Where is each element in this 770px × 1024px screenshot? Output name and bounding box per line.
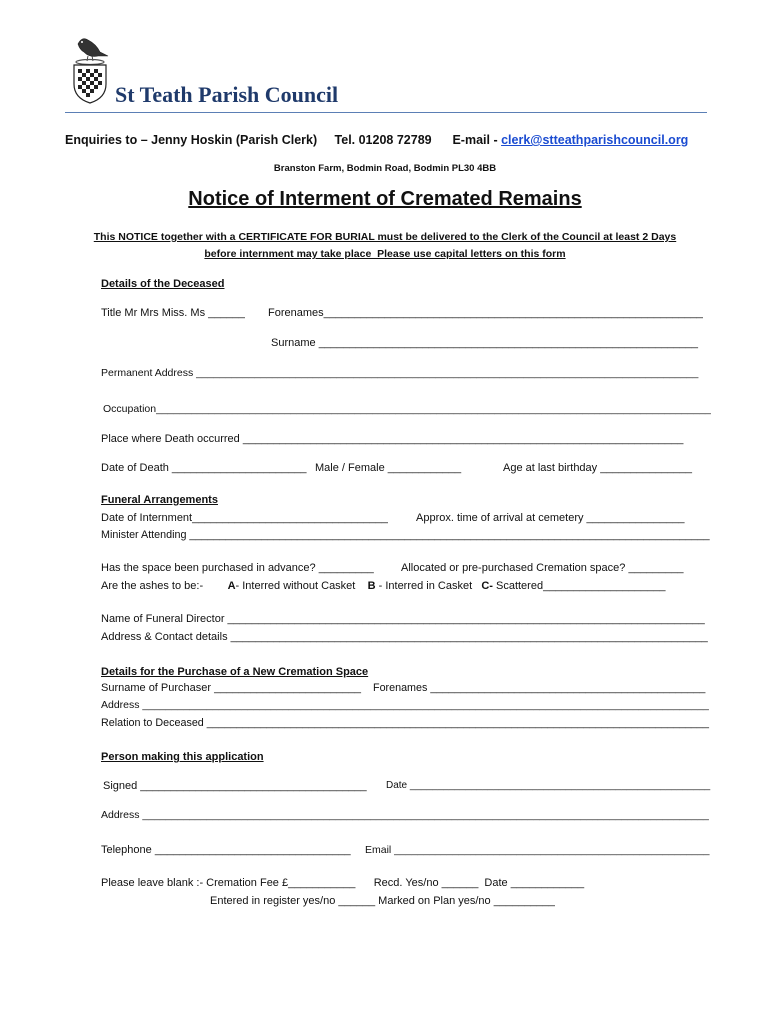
signed-field[interactable]: Signed _____________________________________ (103, 780, 367, 792)
page-title: Notice of Interment of Cremated Remains (188, 188, 582, 210)
notice-line-1: This NOTICE together with a CERTIFICATE FOR BURIAL must be delivered to the Clerk of the Council at least 2 Days (93, 231, 677, 243)
option-b-letter: B (367, 580, 376, 592)
ashes-label: Are the ashes to be:- (101, 580, 204, 592)
purchaser-forenames-field[interactable]: Forenames ______________________________________________ (373, 682, 706, 694)
section-heading-deceased: Details of the Deceased (101, 278, 225, 290)
funeral-director-field[interactable]: Name of Funeral Director ______________________________________________________________________________ (101, 613, 705, 625)
option-a-interred-without-casket[interactable]: - Interred without Casket (235, 580, 356, 592)
place-of-death-field[interactable]: Place where Death occurred ________________________________________________________________________ (101, 433, 684, 445)
option-c-letter: C- (481, 580, 493, 592)
surname-field[interactable]: Surname ______________________________________________________________ (271, 337, 698, 349)
option-a-letter: A (227, 580, 236, 592)
applicant-address-field[interactable]: Address _________________________________________________________________________________________________ (101, 809, 709, 821)
council-address: Branston Farm, Bodmin Road, Bodmin PL30 4BB (273, 163, 497, 174)
email-link[interactable]: clerk@stteathparishcouncil.org (501, 133, 689, 147)
occupation-field[interactable]: Occupation_______________________________________________________________________________________________ (103, 403, 711, 415)
header-divider (65, 112, 707, 113)
director-contact-field[interactable]: Address & Contact details ______________________________________________________________________________ (101, 631, 708, 643)
notice-line-2: before internment may take place Please use capital letters on this form (204, 248, 566, 260)
enquiries-line (65, 133, 688, 147)
telephone-field[interactable]: Telephone ________________________________ (101, 844, 351, 856)
purchaser-surname-field[interactable]: Surname of Purchaser ________________________ (101, 682, 361, 694)
title-field[interactable]: Title Mr Mrs Miss. Ms ______ (101, 307, 245, 319)
relation-to-deceased-field[interactable]: Relation to Deceased ____________________________________________________________________________________ (101, 717, 709, 729)
purchaser-address-field[interactable]: Address _________________________________________________________________________________________________ (101, 699, 709, 711)
permanent-address-field[interactable]: Permanent Address ______________________________________________________________________________________ (101, 367, 699, 379)
allocated-space-field[interactable]: Allocated or pre-purchased Cremation space? _________ (401, 562, 684, 574)
signed-date-field[interactable]: Date ______________________________________________________ (386, 780, 711, 791)
enquiries-contact: Enquiries to – Jenny Hoskin (Parish Clerk) (65, 133, 318, 147)
section-heading-funeral: Funeral Arrangements (101, 494, 218, 506)
purchased-in-advance-field[interactable]: Has the space been purchased in advance? _________ (101, 562, 374, 574)
section-heading-purchase: Details for the Purchase of a New Cremation Space (101, 666, 369, 678)
age-field[interactable]: Age at last birthday _______________ (503, 462, 692, 474)
telephone-number: Tel. 01208 72789 (334, 133, 432, 147)
date-of-death-field[interactable]: Date of Death ______________________ (101, 462, 307, 474)
arrival-time-field[interactable]: Approx. time of arrival at cemetery ________________ (416, 512, 685, 524)
section-heading-applicant: Person making this application (101, 751, 264, 763)
ashes-options (101, 580, 665, 592)
forenames-field[interactable]: Forenames______________________________________________________________ (268, 307, 703, 319)
sex-field[interactable]: Male / Female ____________ (315, 462, 462, 474)
date-of-interment-field[interactable]: Date of Internment________________________________ (101, 512, 388, 524)
office-use-line-2: Entered in register yes/no ______ Marked on Plan yes/no __________ (210, 895, 555, 907)
office-use-line-1: Please leave blank :- Cremation Fee £___________ Recd. Yes/no ______ Date ____________ (101, 877, 585, 889)
option-c-scattered[interactable]: Scattered____________________ (492, 580, 666, 592)
email-label: E-mail - (452, 133, 502, 147)
council-name: St Teath Parish Council (115, 82, 339, 107)
council-crest-logo (68, 34, 112, 104)
minister-field[interactable]: Minister Attending _______________________________________________________________________________________ (101, 529, 710, 541)
option-b-interred-in-casket[interactable]: - Interred in Casket (375, 580, 473, 592)
applicant-email-field[interactable]: Email ______________________________________________________ (365, 844, 710, 856)
